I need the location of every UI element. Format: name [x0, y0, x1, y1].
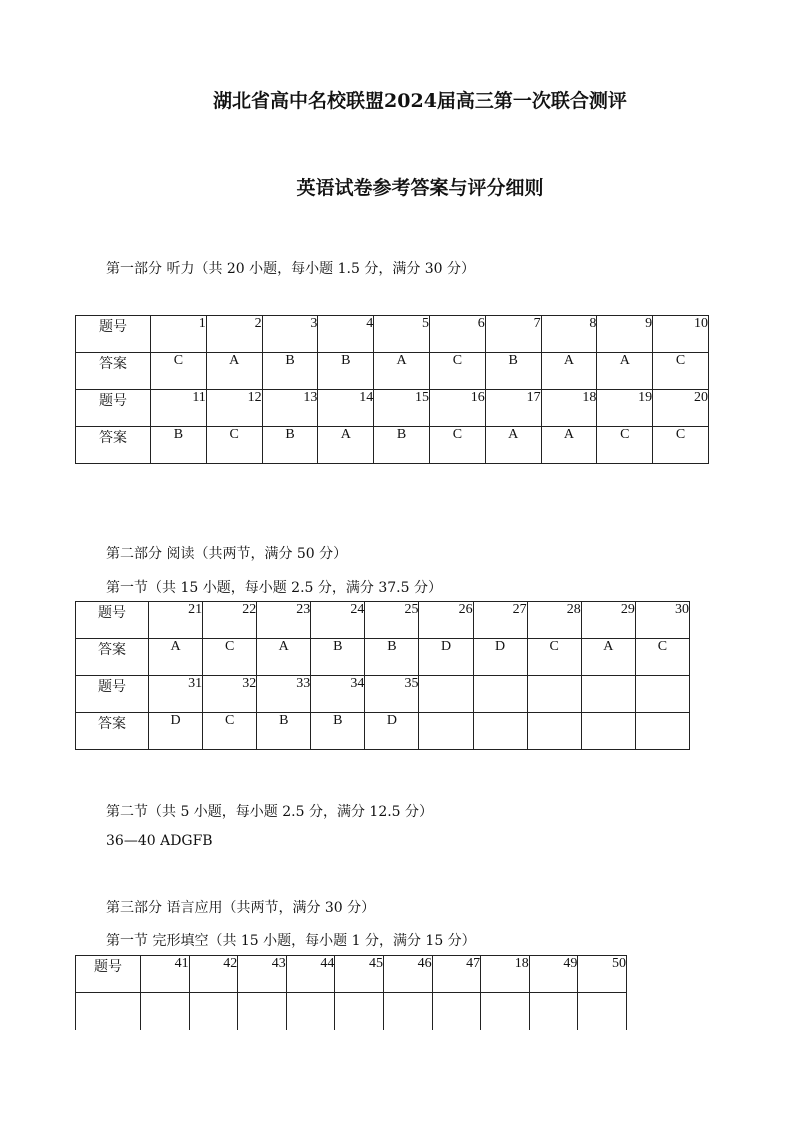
answer-cell: C	[203, 639, 257, 676]
question-number: 46	[383, 956, 432, 993]
answer-cell	[473, 713, 527, 750]
answer-cell: B	[365, 639, 419, 676]
answer-cell	[635, 713, 689, 750]
answer-cell: C	[206, 427, 262, 464]
answer-cell: B	[151, 427, 207, 464]
answer-cell	[529, 993, 578, 1030]
question-number	[419, 676, 473, 713]
answer-label: 答案	[76, 427, 151, 464]
answer-cell	[419, 713, 473, 750]
answer-cell: A	[257, 639, 311, 676]
answer-cell: B	[311, 639, 365, 676]
answer-cell: D	[419, 639, 473, 676]
part2-section2-heading: 第二节（共 5 小题，每小题 2.5 分，满分 12.5 分）	[106, 804, 434, 820]
answer-cell: B	[318, 353, 374, 390]
part3-section1-heading: 第一节 完形填空（共 15 小题，每小题 1 分，满分 15 分）	[106, 933, 476, 949]
answer-cell	[238, 993, 287, 1030]
question-number: 50	[578, 956, 627, 993]
document-title: 湖北省高中名校联盟2024届高三第一次联合测评	[213, 90, 627, 112]
question-number: 3	[262, 316, 318, 353]
question-row	[76, 956, 627, 993]
answer-cell: C	[635, 639, 689, 676]
answer-cell: A	[541, 353, 597, 390]
answer-cell: C	[653, 353, 709, 390]
question-row	[76, 602, 690, 639]
answer-cell: B	[485, 353, 541, 390]
question-number: 4	[318, 316, 374, 353]
answer-cell: B	[311, 713, 365, 750]
answer-cell: D	[365, 713, 419, 750]
question-number	[581, 676, 635, 713]
question-number: 29	[581, 602, 635, 639]
document-subtitle: 英语试卷参考答案与评分细则	[296, 177, 544, 199]
question-row	[76, 676, 690, 713]
question-number: 28	[527, 602, 581, 639]
answer-cell	[335, 993, 384, 1030]
question-number	[473, 676, 527, 713]
answer-cell: D	[473, 639, 527, 676]
answer-cell: C	[597, 427, 653, 464]
answer-cell: A	[597, 353, 653, 390]
question-row	[76, 390, 709, 427]
question-number: 2	[206, 316, 262, 353]
question-number: 18	[541, 390, 597, 427]
answer-cell	[76, 993, 141, 1030]
question-number: 1	[151, 316, 207, 353]
part2-section1-heading: 第一节（共 15 小题，每小题 2.5 分，满分 37.5 分）	[106, 580, 442, 596]
answer-cell: B	[257, 713, 311, 750]
listening-answer-table	[75, 315, 709, 464]
answer-cell	[286, 993, 335, 1030]
part1-heading: 第一部分 听力（共 20 小题，每小题 1.5 分，满分 30 分）	[106, 261, 476, 277]
answer-cell	[527, 713, 581, 750]
question-label: 题号	[76, 390, 151, 427]
answer-cell: C	[429, 353, 485, 390]
answer-label: 答案	[76, 353, 151, 390]
question-number: 21	[149, 602, 203, 639]
answer-cell: B	[262, 427, 318, 464]
question-number: 44	[286, 956, 335, 993]
question-number: 35	[365, 676, 419, 713]
question-number: 47	[432, 956, 481, 993]
question-number: 33	[257, 676, 311, 713]
question-number: 19	[597, 390, 653, 427]
answer-row	[76, 993, 627, 1030]
question-number: 12	[206, 390, 262, 427]
question-number: 32	[203, 676, 257, 713]
answer-cell	[383, 993, 432, 1030]
question-number: 10	[653, 316, 709, 353]
question-number: 49	[529, 956, 578, 993]
answer-cell	[432, 993, 481, 1030]
part3-heading: 第三部分 语言应用（共两节，满分 30 分）	[106, 900, 376, 916]
answer-row	[76, 427, 709, 464]
question-number: 42	[189, 956, 238, 993]
question-number: 24	[311, 602, 365, 639]
answer-label: 答案	[76, 713, 149, 750]
answer-cell: A	[581, 639, 635, 676]
cloze-answer-table	[75, 955, 627, 1030]
question-label: 题号	[76, 602, 149, 639]
question-label: 题号	[76, 676, 149, 713]
reading-answer-table	[75, 601, 690, 750]
question-number: 30	[635, 602, 689, 639]
question-number: 17	[485, 390, 541, 427]
answer-cell	[578, 993, 627, 1030]
answer-cell	[481, 993, 530, 1030]
question-number: 41	[141, 956, 190, 993]
question-number: 31	[149, 676, 203, 713]
answer-cell: C	[151, 353, 207, 390]
answer-row	[76, 713, 690, 750]
question-number: 7	[485, 316, 541, 353]
question-number: 26	[419, 602, 473, 639]
answer-cell: C	[429, 427, 485, 464]
answer-cell: A	[318, 427, 374, 464]
question-number: 15	[374, 390, 430, 427]
question-number: 20	[653, 390, 709, 427]
question-number: 45	[335, 956, 384, 993]
question-number: 13	[262, 390, 318, 427]
answer-cell: A	[206, 353, 262, 390]
answer-cell: C	[203, 713, 257, 750]
question-number: 22	[203, 602, 257, 639]
question-number: 43	[238, 956, 287, 993]
answer-cell: B	[262, 353, 318, 390]
question-number	[527, 676, 581, 713]
answer-cell	[581, 713, 635, 750]
answer-row	[76, 639, 690, 676]
answer-cell: A	[374, 353, 430, 390]
question-number: 14	[318, 390, 374, 427]
question-number: 8	[541, 316, 597, 353]
answer-cell: A	[485, 427, 541, 464]
question-number: 27	[473, 602, 527, 639]
question-number: 25	[365, 602, 419, 639]
question-number: 6	[429, 316, 485, 353]
part2-heading: 第二部分 阅读（共两节，满分 50 分）	[106, 546, 348, 562]
answer-cell: C	[653, 427, 709, 464]
question-number: 9	[597, 316, 653, 353]
answer-cell	[189, 993, 238, 1030]
answer-cell: C	[527, 639, 581, 676]
answer-cell: A	[541, 427, 597, 464]
answer-cell: B	[374, 427, 430, 464]
question-number: 5	[374, 316, 430, 353]
part2-section2-answer: 36—40 ADGFB	[106, 833, 213, 849]
question-number: 16	[429, 390, 485, 427]
question-number: 23	[257, 602, 311, 639]
question-number: 34	[311, 676, 365, 713]
question-label: 题号	[76, 956, 141, 993]
answer-cell: D	[149, 713, 203, 750]
question-number: 11	[151, 390, 207, 427]
question-row	[76, 316, 709, 353]
question-label: 题号	[76, 316, 151, 353]
answer-cell: A	[149, 639, 203, 676]
answer-cell	[141, 993, 190, 1030]
answer-label: 答案	[76, 639, 149, 676]
question-number	[635, 676, 689, 713]
question-number: 18	[481, 956, 530, 993]
answer-row	[76, 353, 709, 390]
